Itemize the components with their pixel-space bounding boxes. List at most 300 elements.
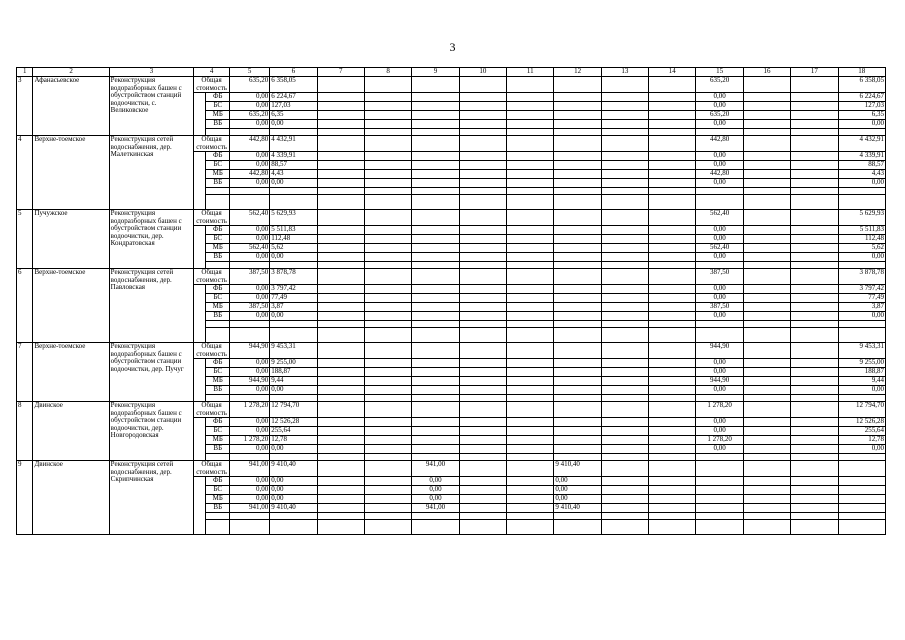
empty-cell [364, 152, 411, 161]
total-cost-label: Общая стоимость [194, 402, 230, 418]
empty-cell [459, 226, 506, 235]
empty-cell [317, 285, 364, 294]
empty-cell [601, 520, 648, 535]
empty-cell [364, 253, 411, 262]
value-cell [412, 386, 459, 395]
empty-cell [696, 321, 743, 328]
empty-cell [317, 188, 364, 195]
empty-cell [317, 102, 364, 111]
empty-cell [601, 235, 648, 244]
empty-cell [459, 188, 506, 195]
empty-cell [791, 321, 838, 328]
value-cell: 4,43 [838, 170, 885, 179]
empty-cell [649, 359, 696, 368]
value-cell: 0,00 [230, 93, 270, 102]
empty-cell [364, 93, 411, 102]
empty-cell [364, 303, 411, 312]
value-cell: 941,00 [230, 504, 270, 513]
empty-cell [459, 269, 506, 285]
financing-table [16, 67, 886, 535]
empty-cell [230, 520, 270, 535]
value-cell: 3 797,42 [270, 285, 317, 294]
empty-cell [364, 170, 411, 179]
empty-cell [317, 210, 364, 226]
empty-cell [791, 477, 838, 486]
empty-cell [459, 210, 506, 226]
empty-cell [601, 445, 648, 454]
empty-cell [743, 179, 790, 188]
source-label-vb: ВБ [206, 253, 230, 262]
settlement-name: Афанасьевское [33, 77, 109, 136]
value-cell [412, 179, 459, 188]
value-cell: 0,00 [230, 495, 270, 504]
empty-cell [459, 161, 506, 170]
empty-cell [459, 152, 506, 161]
empty-cell [601, 244, 648, 253]
value-cell: 9,44 [838, 377, 885, 386]
header-cell: 6 [270, 68, 317, 77]
empty-cell [838, 328, 885, 343]
empty-cell [459, 343, 506, 359]
column-number-row [17, 68, 886, 77]
header-cell: 1 [17, 68, 33, 77]
value-cell [554, 368, 601, 377]
empty-cell [791, 120, 838, 129]
header-cell: 18 [838, 68, 885, 77]
value-cell: 0,00 [838, 312, 885, 321]
empty-cell [554, 195, 601, 210]
project-name: Реконструкция сетей водоснабжения, дер. Малеткинская [109, 136, 193, 210]
empty-cell [317, 253, 364, 262]
empty-cell [270, 129, 317, 136]
value-cell: 5 511,83 [270, 226, 317, 235]
value-cell: 0,00 [838, 179, 885, 188]
value-cell [412, 445, 459, 454]
source-label-fb: ФБ [206, 152, 230, 161]
including-label [194, 93, 206, 136]
source-label-mb: МБ [206, 495, 230, 504]
value-cell: 6,35 [838, 111, 885, 120]
settlement-name: Пучужское [33, 210, 109, 269]
empty-cell [364, 235, 411, 244]
empty-cell [230, 321, 270, 328]
empty-cell [459, 136, 506, 152]
empty-cell [364, 513, 411, 520]
empty-cell [364, 129, 411, 136]
empty-cell [601, 495, 648, 504]
value-cell: 0,00 [696, 152, 743, 161]
value-cell: 6 358,05 [838, 77, 885, 93]
empty-cell [317, 513, 364, 520]
empty-cell [364, 477, 411, 486]
empty-cell [459, 195, 506, 210]
empty-cell [601, 402, 648, 418]
value-cell: 0,00 [230, 161, 270, 170]
empty-cell [791, 328, 838, 343]
row-number: 7 [17, 343, 33, 402]
empty-cell [743, 303, 790, 312]
empty-cell [206, 321, 230, 328]
empty-cell [743, 321, 790, 328]
empty-cell [507, 312, 554, 321]
value-cell [554, 436, 601, 445]
value-cell: 0,00 [270, 386, 317, 395]
value-cell: 0,00 [554, 495, 601, 504]
settlement-name: Верхне-тоемское [33, 269, 109, 343]
empty-cell [743, 285, 790, 294]
empty-cell [459, 170, 506, 179]
empty-cell [791, 294, 838, 303]
empty-cell [317, 486, 364, 495]
empty-cell [507, 210, 554, 226]
empty-cell [791, 368, 838, 377]
empty-cell [838, 195, 885, 210]
value-cell [412, 418, 459, 427]
empty-cell [743, 402, 790, 418]
empty-cell [601, 111, 648, 120]
value-cell [838, 504, 885, 513]
empty-cell [270, 395, 317, 402]
empty-cell [459, 418, 506, 427]
value-cell: 0,00 [230, 102, 270, 111]
value-cell: 127,03 [838, 102, 885, 111]
empty-cell [649, 454, 696, 461]
empty-cell [601, 179, 648, 188]
value-cell [412, 120, 459, 129]
empty-cell [649, 436, 696, 445]
empty-cell [649, 377, 696, 386]
header-cell: 12 [554, 68, 601, 77]
value-cell: 0,00 [696, 427, 743, 436]
value-cell: 12,78 [270, 436, 317, 445]
value-cell: 0,00 [270, 312, 317, 321]
empty-cell [507, 343, 554, 359]
value-cell: 941,00 [230, 461, 270, 477]
empty-cell [230, 395, 270, 402]
source-label-mb: МБ [206, 377, 230, 386]
empty-cell [364, 427, 411, 436]
value-cell [554, 152, 601, 161]
empty-cell [791, 102, 838, 111]
empty-cell [459, 102, 506, 111]
value-cell: 255,64 [838, 427, 885, 436]
empty-cell [601, 210, 648, 226]
value-cell: 3,87 [270, 303, 317, 312]
empty-cell [649, 179, 696, 188]
empty-cell [270, 520, 317, 535]
value-cell: 0,00 [230, 486, 270, 495]
empty-cell [601, 226, 648, 235]
empty-cell [696, 328, 743, 343]
source-label-mb: МБ [206, 303, 230, 312]
empty-cell [743, 312, 790, 321]
empty-cell [507, 368, 554, 377]
value-cell: 0,00 [230, 285, 270, 294]
empty-cell [649, 402, 696, 418]
value-cell [696, 495, 743, 504]
empty-cell [230, 129, 270, 136]
including-label [194, 359, 206, 402]
empty-cell [459, 402, 506, 418]
empty-cell [649, 120, 696, 129]
empty-cell [507, 120, 554, 129]
empty-cell [317, 195, 364, 210]
empty-cell [317, 395, 364, 402]
empty-cell [507, 136, 554, 152]
empty-cell [601, 359, 648, 368]
empty-cell [791, 235, 838, 244]
empty-cell [743, 520, 790, 535]
empty-cell [649, 285, 696, 294]
empty-cell [459, 111, 506, 120]
source-label-fb: ФБ [206, 93, 230, 102]
empty-cell [791, 161, 838, 170]
empty-cell [743, 226, 790, 235]
empty-cell [507, 495, 554, 504]
value-cell [554, 111, 601, 120]
value-cell [554, 210, 601, 226]
empty-cell [743, 294, 790, 303]
empty-cell [412, 395, 459, 402]
empty-cell [791, 244, 838, 253]
empty-cell [270, 188, 317, 195]
value-cell: 188,87 [270, 368, 317, 377]
empty-cell [507, 477, 554, 486]
value-cell: 0,00 [270, 445, 317, 454]
empty-cell [317, 161, 364, 170]
empty-cell [507, 77, 554, 93]
empty-cell [743, 170, 790, 179]
empty-cell [601, 377, 648, 386]
empty-cell [317, 303, 364, 312]
value-cell: 0,00 [230, 418, 270, 427]
value-cell: 0,00 [696, 161, 743, 170]
empty-cell [459, 386, 506, 395]
empty-cell [364, 377, 411, 386]
value-cell: 0,00 [696, 368, 743, 377]
empty-cell [649, 170, 696, 179]
empty-cell [554, 321, 601, 328]
empty-cell [507, 226, 554, 235]
empty-cell [601, 152, 648, 161]
value-cell: 0,00 [230, 445, 270, 454]
empty-cell [459, 395, 506, 402]
empty-cell [459, 77, 506, 93]
empty-cell [507, 418, 554, 427]
empty-cell [364, 102, 411, 111]
empty-cell [270, 328, 317, 343]
value-cell: 0,00 [230, 235, 270, 244]
including-label [194, 477, 206, 535]
value-cell: 9 410,40 [554, 504, 601, 513]
empty-cell [649, 445, 696, 454]
empty-cell [459, 120, 506, 129]
value-cell: 9 410,40 [270, 461, 317, 477]
value-cell [696, 486, 743, 495]
empty-cell [791, 285, 838, 294]
empty-cell [649, 152, 696, 161]
empty-cell [507, 179, 554, 188]
source-label-vb: ВБ [206, 120, 230, 129]
empty-cell [459, 445, 506, 454]
empty-cell [412, 328, 459, 343]
empty-cell [317, 136, 364, 152]
value-cell: 562,40 [230, 244, 270, 253]
empty-cell [743, 195, 790, 210]
empty-cell [554, 513, 601, 520]
empty-cell [791, 395, 838, 402]
value-cell: 9 255,00 [270, 359, 317, 368]
empty-cell [459, 262, 506, 269]
source-label-bs: БС [206, 368, 230, 377]
empty-cell [270, 321, 317, 328]
empty-cell [649, 111, 696, 120]
empty-cell [364, 520, 411, 535]
empty-cell [364, 111, 411, 120]
empty-cell [649, 269, 696, 285]
empty-cell [601, 188, 648, 195]
value-cell: 0,00 [838, 253, 885, 262]
value-cell: 3 878,78 [838, 269, 885, 285]
empty-cell [459, 359, 506, 368]
header-cell: 15 [696, 68, 743, 77]
empty-cell [364, 226, 411, 235]
empty-cell [649, 195, 696, 210]
value-cell: 0,00 [230, 179, 270, 188]
value-cell: 0,00 [270, 179, 317, 188]
value-cell [554, 294, 601, 303]
header-cell: 10 [459, 68, 506, 77]
header-cell: 2 [33, 68, 109, 77]
empty-cell [791, 136, 838, 152]
empty-cell [791, 402, 838, 418]
value-cell [412, 377, 459, 386]
empty-cell [230, 513, 270, 520]
value-cell: 88,57 [838, 161, 885, 170]
empty-cell [791, 486, 838, 495]
source-label-mb: МБ [206, 111, 230, 120]
empty-cell [601, 436, 648, 445]
empty-cell [317, 235, 364, 244]
empty-cell [364, 328, 411, 343]
empty-cell [601, 303, 648, 312]
settlement-name: Верхне-тоемское [33, 136, 109, 210]
empty-cell [838, 454, 885, 461]
empty-cell [649, 210, 696, 226]
value-cell: 1 278,20 [230, 436, 270, 445]
value-cell: 0,00 [270, 477, 317, 486]
empty-cell [317, 495, 364, 504]
project-row [17, 343, 886, 359]
empty-cell [317, 262, 364, 269]
empty-cell [649, 235, 696, 244]
empty-cell [507, 454, 554, 461]
empty-cell [791, 377, 838, 386]
value-cell: 88,57 [270, 161, 317, 170]
value-cell: 6 358,05 [270, 77, 317, 93]
empty-cell [601, 136, 648, 152]
value-cell: 255,64 [270, 427, 317, 436]
source-label-bs: БС [206, 161, 230, 170]
empty-cell [412, 513, 459, 520]
empty-cell [270, 454, 317, 461]
empty-cell [649, 161, 696, 170]
empty-cell [364, 210, 411, 226]
empty-cell [791, 427, 838, 436]
empty-cell [696, 262, 743, 269]
empty-cell [838, 520, 885, 535]
value-cell: 9 453,31 [270, 343, 317, 359]
source-label-bs: БС [206, 294, 230, 303]
value-cell [554, 377, 601, 386]
empty-cell [743, 445, 790, 454]
empty-cell [649, 461, 696, 477]
empty-cell [649, 136, 696, 152]
empty-cell [507, 161, 554, 170]
value-cell: 0,00 [230, 120, 270, 129]
value-cell: 0,00 [230, 359, 270, 368]
empty-cell [791, 445, 838, 454]
empty-cell [743, 477, 790, 486]
value-cell: 0,00 [230, 152, 270, 161]
value-cell [554, 93, 601, 102]
empty-cell [507, 111, 554, 120]
value-cell: 6,35 [270, 111, 317, 120]
value-cell: 0,00 [696, 285, 743, 294]
value-cell [554, 102, 601, 111]
empty-cell [601, 418, 648, 427]
empty-cell [696, 395, 743, 402]
including-label [194, 418, 206, 461]
empty-cell [459, 377, 506, 386]
empty-cell [459, 520, 506, 535]
source-label-mb: МБ [206, 436, 230, 445]
empty-cell [649, 253, 696, 262]
empty-cell [459, 436, 506, 445]
value-cell: 941,00 [412, 504, 459, 513]
empty-cell [507, 486, 554, 495]
value-cell: 442,80 [696, 170, 743, 179]
empty-cell [743, 427, 790, 436]
empty-cell [206, 328, 230, 343]
empty-cell [459, 495, 506, 504]
value-cell [412, 161, 459, 170]
empty-cell [507, 188, 554, 195]
empty-cell [838, 395, 885, 402]
including-label [194, 226, 206, 269]
empty-cell [649, 188, 696, 195]
empty-cell [743, 244, 790, 253]
value-cell: 4 432,91 [270, 136, 317, 152]
source-label-vb: ВБ [206, 386, 230, 395]
value-cell: 12 526,28 [838, 418, 885, 427]
value-cell: 12 526,28 [270, 418, 317, 427]
empty-cell [649, 303, 696, 312]
empty-cell [696, 188, 743, 195]
empty-cell [791, 170, 838, 179]
value-cell: 442,80 [230, 170, 270, 179]
empty-cell [791, 111, 838, 120]
value-cell [412, 269, 459, 285]
empty-cell [649, 244, 696, 253]
header-cell: 13 [601, 68, 648, 77]
empty-cell [507, 445, 554, 454]
empty-cell [554, 328, 601, 343]
value-cell: 0,00 [270, 495, 317, 504]
empty-cell [507, 359, 554, 368]
empty-cell [696, 129, 743, 136]
empty-cell [696, 454, 743, 461]
